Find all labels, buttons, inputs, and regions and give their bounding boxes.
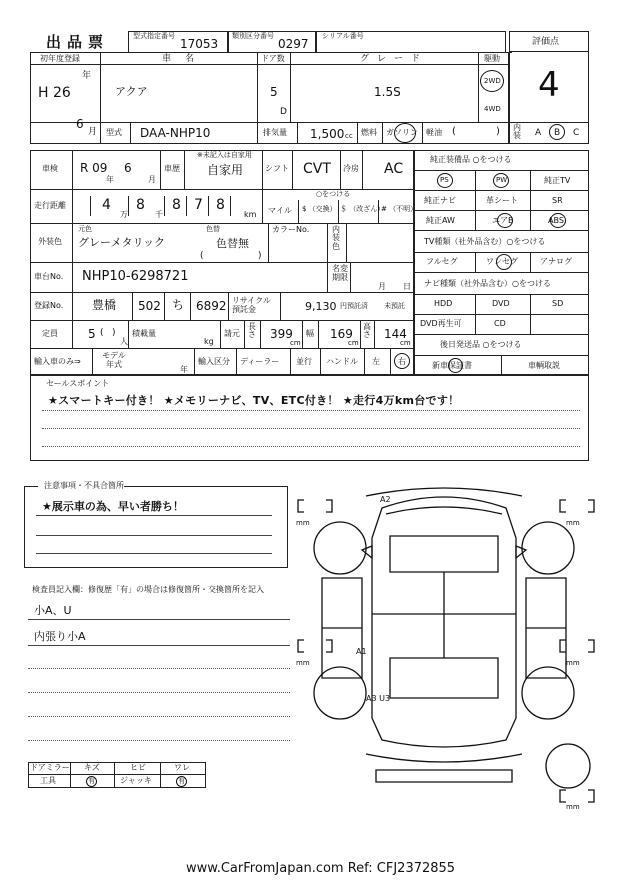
parallel-label: 並行	[296, 357, 312, 366]
tv-title: TV種類（社外品含む）○をつける	[424, 237, 546, 246]
tv-oneseg-circle	[496, 254, 512, 270]
name-change-month: 月	[378, 282, 386, 291]
equip-abs: ABS	[548, 216, 564, 225]
mm-unit-rear-right: mm	[566, 659, 580, 667]
navi-cd: CD	[494, 319, 506, 328]
aircon-value: AC	[384, 161, 404, 177]
color-change-bracket-close: )	[258, 251, 262, 261]
capacity-value: 5	[88, 327, 96, 341]
ukeoi-label: 請元	[224, 329, 240, 338]
first-reg-year-unit: 年	[82, 71, 92, 81]
legend-tools-circle	[86, 776, 97, 787]
rating-value: 4	[538, 65, 560, 105]
equip-pw: PW	[496, 176, 508, 184]
inspector-label: 検査員記入欄：修復歴「有」の場合は修復箇所・交換箇所を記入	[32, 585, 264, 594]
diesel-bracket: (	[452, 126, 456, 137]
later-warranty: 新車保証書	[432, 361, 472, 370]
grade-label: グレード	[360, 54, 429, 64]
mile-label: マイル	[268, 206, 292, 215]
equip-leather: 革シート	[486, 196, 518, 205]
drive-2wd: 2WD	[484, 77, 501, 85]
car-damage-diagram	[290, 478, 600, 818]
navi-title: ナビ種類（社外品含む）○をつける	[424, 279, 551, 288]
altered-label: ＄ （改ざん）	[340, 205, 385, 213]
genuine-title: 純正装備品 ○をつける	[430, 155, 512, 164]
left-label: 左	[372, 357, 380, 366]
chassis-value: NHP10-6298721	[82, 269, 189, 284]
model-year-unit: 年	[180, 365, 188, 374]
mileage-digit-4: 7	[194, 197, 203, 213]
reg-area: 豊橋	[92, 298, 117, 312]
door-type: D	[280, 107, 287, 117]
mileage-digit-2: 8	[136, 197, 145, 213]
equip-ps-circle	[437, 173, 453, 188]
mm-unit-front-right: mm	[566, 519, 580, 527]
tv-analog: アナログ	[540, 257, 572, 266]
length-unit: cm	[290, 339, 301, 347]
legend-tools: 工具	[40, 776, 56, 785]
exchange-label: $ （交換）	[302, 205, 337, 213]
mile-note: ○をつける	[316, 190, 351, 198]
sales-block	[30, 375, 589, 461]
km-unit: km	[244, 210, 257, 219]
inspector-line-1: 小A、U	[34, 604, 72, 617]
recycle-paid: 円預託済	[340, 302, 368, 310]
import-type-label: 輸入区分	[198, 357, 230, 366]
shift-value: CVT	[303, 161, 331, 177]
model-code-label: 型式指定番号	[133, 32, 175, 40]
inspector-line-2: 内張り小A	[34, 630, 86, 643]
fuel-circle	[394, 123, 416, 143]
sen-unit: 千	[155, 210, 163, 219]
interior-grade-c: C	[573, 128, 580, 138]
mileage-digit-3: 8	[172, 197, 181, 213]
equip-pw-circle	[493, 173, 509, 188]
later-warranty-circle	[448, 358, 463, 373]
notes-text: ★展示車の為、早い者勝ち！	[42, 500, 184, 513]
recycle-label: リサイクル預託金	[232, 296, 271, 315]
legend-scratch: キズ	[84, 763, 100, 772]
damage-mark-a2: A2	[380, 495, 391, 504]
legend-crack: ヒビ	[130, 763, 146, 772]
diesel-bracket-close: )	[496, 126, 500, 137]
interior-color-label: 内装色	[332, 225, 340, 251]
man-unit: 万	[120, 210, 128, 219]
type-label: 型式	[106, 128, 122, 137]
diesel-label: 軽油	[426, 128, 442, 137]
equip-ps: PS	[440, 176, 449, 184]
height-unit: cm	[400, 339, 411, 347]
interior-label: 内装	[513, 123, 521, 140]
drive-2wd-circle	[480, 70, 504, 92]
sales-label: セールスポイント	[46, 379, 110, 388]
tv-oneseg: ワンセグ	[486, 257, 518, 266]
type-value: DAA-NHP10	[140, 126, 211, 140]
equip-genuine-navi: 純正ナビ	[424, 196, 456, 205]
doors-value: 5	[270, 85, 278, 99]
equip-abs-circle	[550, 213, 566, 228]
legend-jack: ジャッキ	[120, 776, 152, 785]
shaken-value: R 09	[80, 161, 108, 175]
history-label: 車歴	[164, 164, 180, 173]
interior-grade-circle	[549, 124, 565, 140]
interior-grade-a: A	[535, 128, 542, 138]
car-name-label: 車名	[162, 54, 209, 64]
notes-label: 注意事項・不具合箇所	[44, 481, 124, 490]
sales-text: ★スマートキー付き！ ★メモリーナビ、TV、ETC付き！ ★走行4万km台です！	[48, 394, 460, 407]
length-label: 長さ	[248, 322, 256, 340]
doors-label: ドア数	[261, 54, 285, 63]
height-label: 高さ	[363, 322, 371, 340]
displacement-value: 1,500	[310, 127, 345, 141]
recycle-amount: 9,130	[305, 300, 337, 313]
import-label: 輸入車のみ⇒	[34, 357, 81, 366]
shaken-month: 6	[124, 161, 132, 175]
mileage-label: 走行距離	[34, 201, 66, 210]
car-name: アクア	[115, 85, 148, 98]
displacement-label: 排気量	[263, 128, 287, 137]
notes-bracket	[24, 486, 288, 568]
chassis-label: 車台No.	[34, 272, 64, 281]
color-change-bracket: (	[200, 251, 204, 261]
load-unit: kg	[204, 337, 214, 346]
mileage-digit-1: 4	[102, 197, 111, 213]
fuel-label: 燃料	[361, 128, 377, 137]
capacity-bracket: (	[100, 328, 104, 338]
shaken-month-unit: 月	[148, 175, 156, 184]
unknown-label: # （不明）	[381, 205, 418, 213]
navi-sd: SD	[552, 299, 564, 308]
length-value: 399	[270, 327, 293, 341]
color-change-label: 色替	[206, 225, 220, 233]
capacity-bracket-close: )	[112, 328, 116, 338]
damage-mark-a3u3: A3 U3	[366, 694, 391, 703]
first-reg-month: 6	[76, 117, 84, 131]
drive-4wd: 4WD	[484, 105, 501, 113]
right-handle-circle	[394, 353, 410, 369]
width-label: 幅	[306, 329, 314, 338]
interior-grade-b: B	[554, 128, 561, 138]
aircon-label: 冷房	[343, 164, 359, 173]
name-change-day: 日	[403, 282, 411, 291]
legend-jack-circle	[176, 776, 187, 787]
history-value: 自家用	[207, 163, 244, 177]
legend-tools-yes: 有	[88, 777, 95, 785]
equip-genuine-aw: 純正AW	[426, 216, 455, 225]
first-reg-month-unit: 月	[88, 127, 98, 137]
history-note: ※未記入は自家用	[197, 151, 252, 159]
equip-genuine-tv: 純正TV	[544, 176, 571, 185]
original-color-label: 元色	[78, 225, 92, 233]
reg-class: 502	[138, 299, 161, 313]
shift-label: シフト	[265, 164, 289, 173]
serial-label: シリアル番号	[322, 32, 364, 40]
load-label: 積載量	[132, 329, 156, 338]
height-value: 144	[384, 327, 407, 341]
width-value: 169	[330, 327, 353, 341]
grade-value: 1.5S	[374, 85, 401, 99]
reg-label: 登録No.	[34, 301, 64, 310]
sheet-title: 出品票	[46, 33, 110, 51]
dealer-label: ディーラー	[240, 357, 280, 366]
mm-unit-spare: mm	[566, 803, 580, 811]
reg-kana: ち	[172, 298, 185, 312]
damage-mark-a1: A1	[356, 647, 367, 656]
later-manual: 車輌取説	[528, 361, 560, 370]
equip-airbag: エアB	[492, 216, 514, 225]
reg-number: 6892	[196, 299, 227, 313]
later-title: 後日発送品 ○をつける	[440, 340, 522, 349]
legend-mirror: ドアミラー	[30, 763, 70, 772]
navi-hdd: HDD	[434, 299, 453, 308]
model-code: 17053	[180, 37, 219, 51]
color-no-label: カラーNo.	[272, 225, 310, 234]
equip-sr: SR	[552, 196, 563, 205]
handle-label: ハンドル	[326, 357, 358, 366]
footer-text: www.CarFromJapan.com Ref: CFJ2372855	[186, 861, 456, 876]
shaken-year-unit: 年	[106, 175, 114, 184]
navi-dvd: DVD	[492, 299, 510, 308]
equip-airbag-circle	[497, 213, 513, 228]
navi-dvd-play: DVD再生可	[420, 319, 462, 328]
color-label: 外装色	[38, 237, 62, 246]
shaken-label: 車検	[42, 164, 58, 173]
tv-fullseg: フルセグ	[426, 257, 458, 266]
first-reg-label: 初年度登録	[40, 54, 80, 63]
capacity-label: 定員	[42, 329, 58, 338]
mileage-digit-5: 8	[216, 197, 225, 213]
class-code-label: 類別区分番号	[232, 32, 274, 40]
model-year-label: モデル年式	[102, 351, 126, 369]
name-change-label: 名変期限	[332, 264, 348, 282]
drive-label: 駆動	[484, 54, 500, 63]
rating-label: 評価点	[532, 37, 560, 47]
legend-jack-yes: 有	[178, 777, 185, 785]
capacity-unit: 人	[120, 337, 128, 346]
color-value: グレーメタリック	[78, 236, 166, 249]
class-code: 0297	[278, 37, 309, 51]
color-change-value: 色替無	[216, 237, 249, 250]
cc-unit: cc	[345, 132, 353, 140]
fuel-value: ガソリン	[386, 128, 418, 137]
recycle-unpaid: 未預託	[384, 302, 405, 310]
right-label: 右	[398, 357, 406, 366]
legend-break: ワレ	[174, 763, 190, 772]
mm-unit-rear-left: mm	[296, 659, 310, 667]
first-reg-era: H 26	[38, 85, 71, 101]
width-unit: cm	[348, 339, 359, 347]
mm-unit-front-left: mm	[296, 519, 310, 527]
